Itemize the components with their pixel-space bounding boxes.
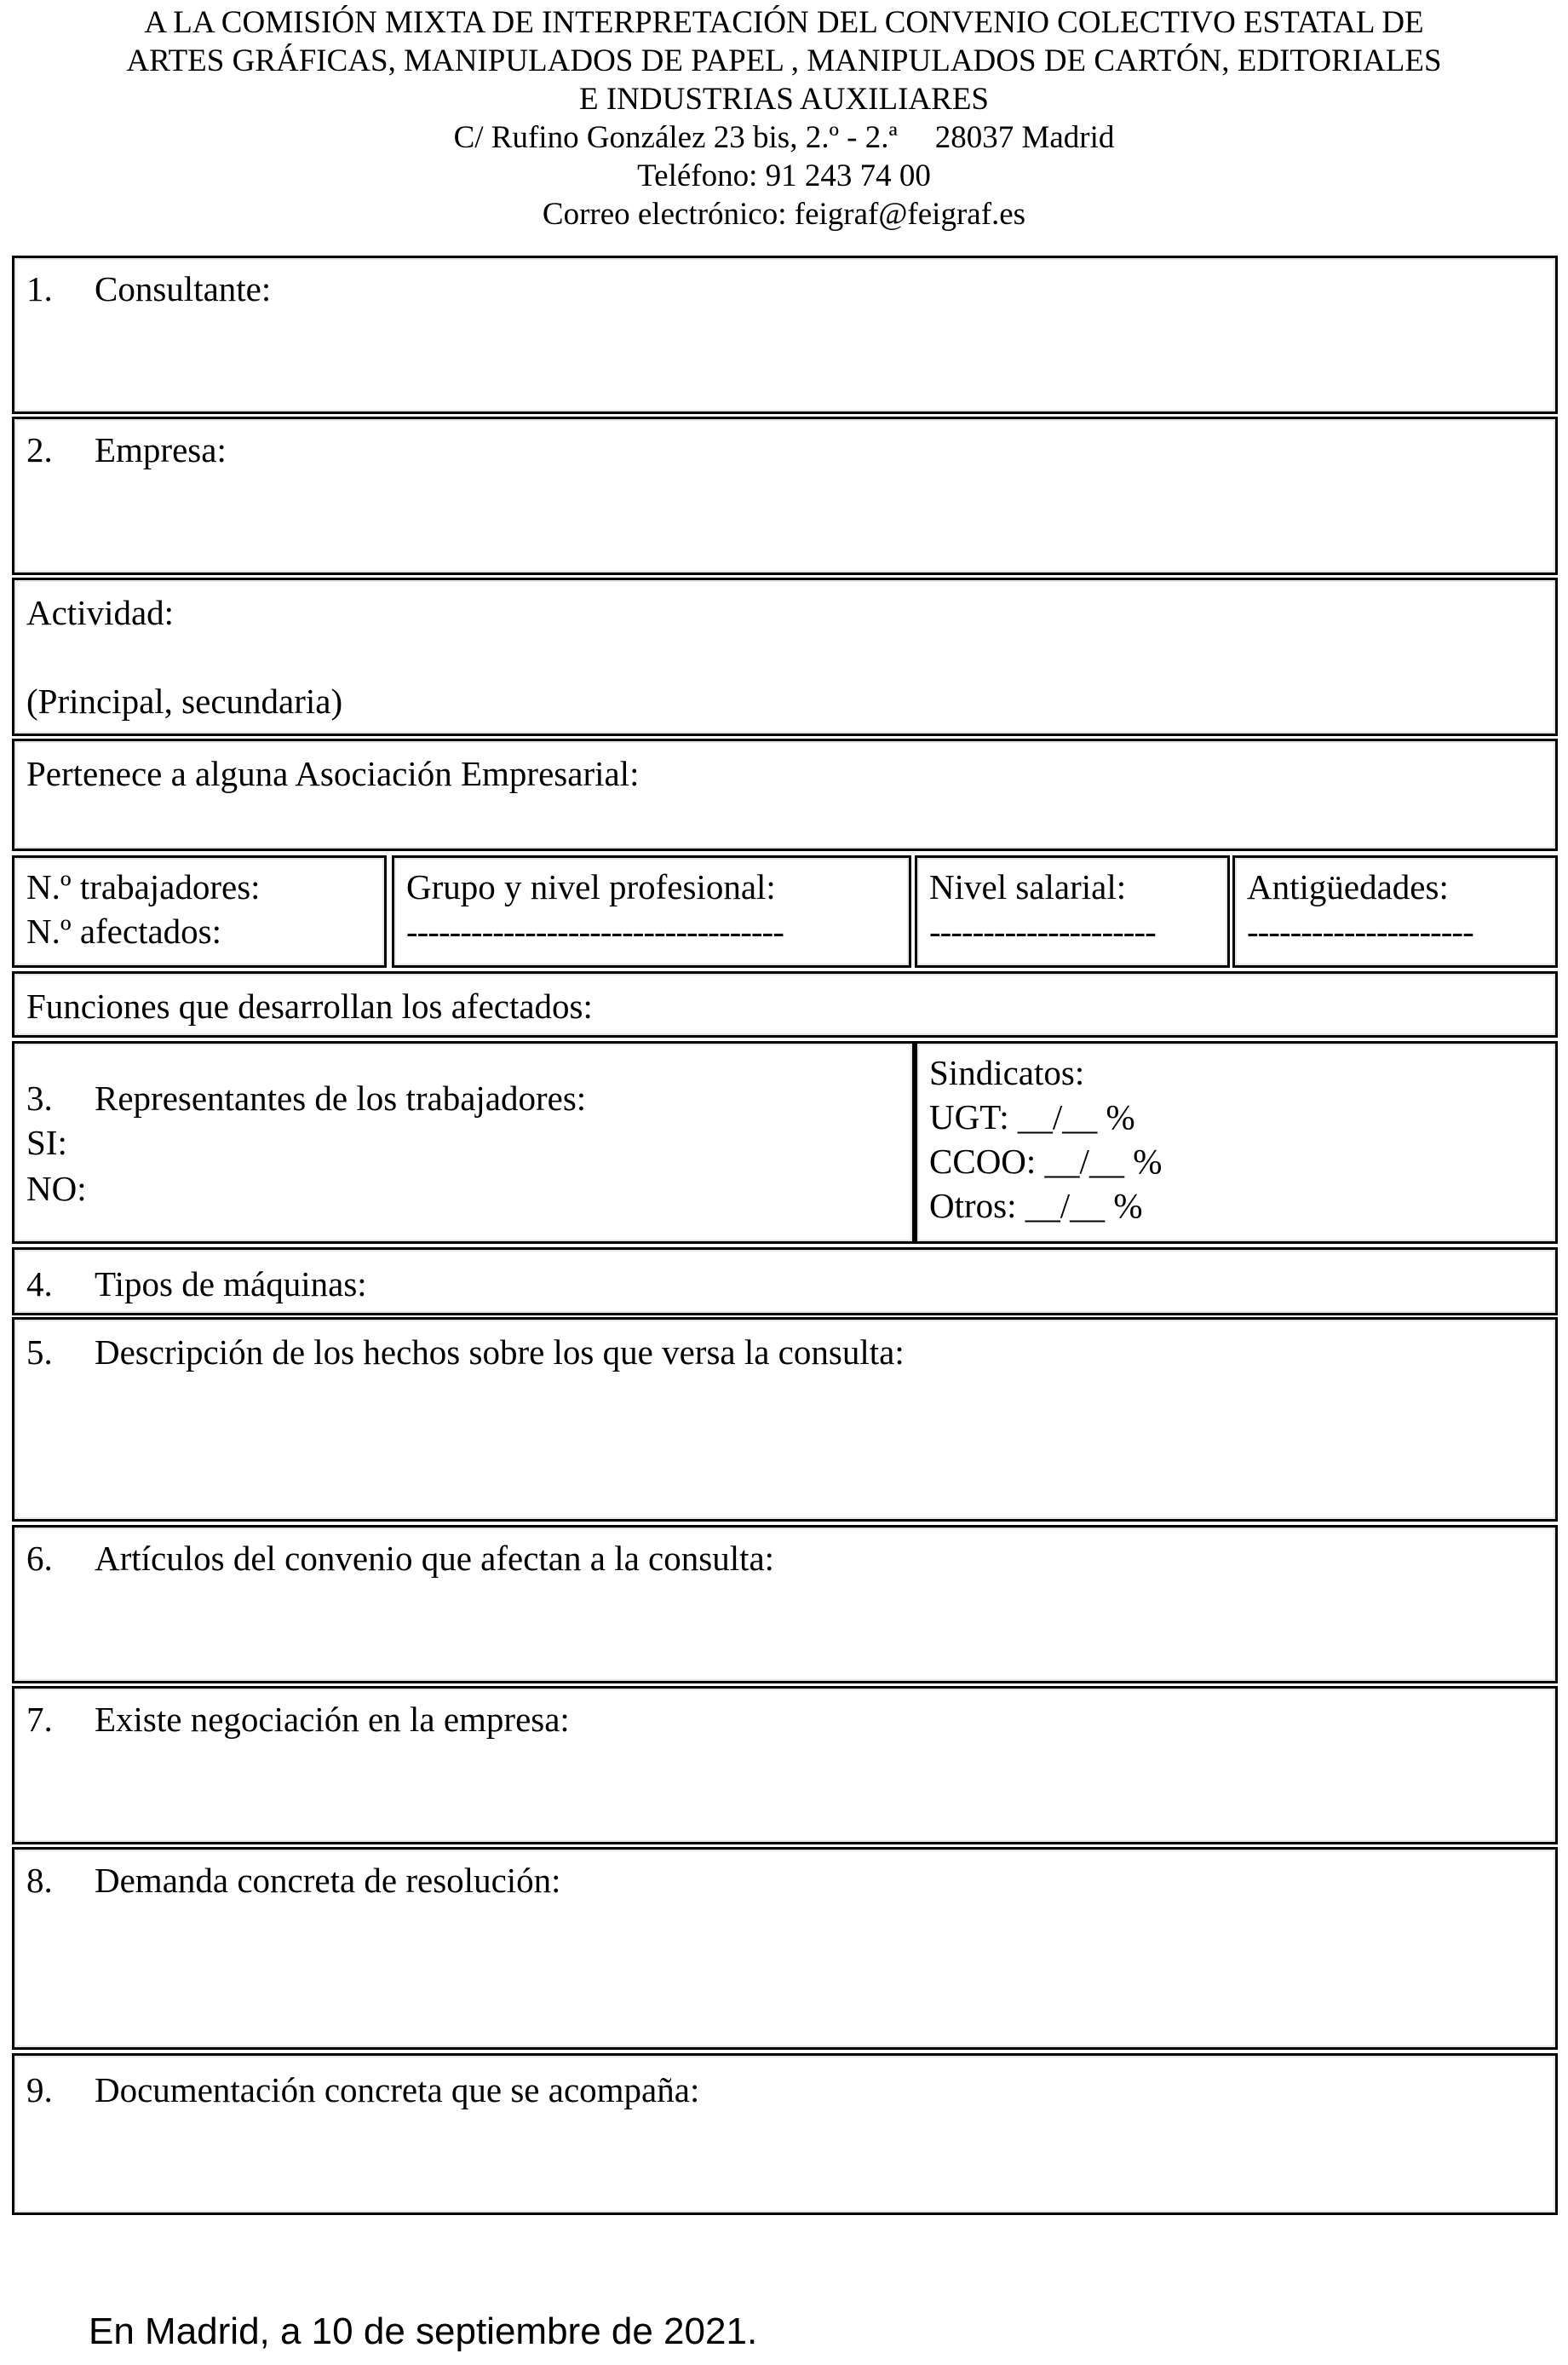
field-antiguedades[interactable] [1232,855,1558,968]
field-nivel-salarial[interactable] [915,855,1230,968]
header-phone: Teléfono: 91 243 74 00 [637,158,931,193]
documentacion-label: Documentación concreta que se acompaña: [95,2070,700,2109]
field-grupo-nivel[interactable] [392,855,911,968]
field-documentacion[interactable] [12,2053,1558,2215]
field-actividad[interactable] [12,578,1558,736]
demanda-label: Demanda concreta de resolución: [95,1861,561,1900]
consultante-number: 1. [26,269,53,308]
actividad-label: Actividad: [26,593,175,632]
field-sindicatos[interactable] [915,1041,1558,1244]
nivel-salarial-line: --------------------- [929,912,1156,951]
empresa-number: 2. [26,430,53,469]
field-representantes[interactable] [12,1041,915,1244]
nivel-salarial-label: Nivel salarial: [929,867,1127,906]
trabajadores-label: N.º trabajadores: [26,867,261,906]
representantes-no: NO: [26,1169,87,1208]
articulos-number: 6. [26,1539,53,1578]
field-maquinas[interactable] [12,1247,1558,1315]
negociacion-label: Existe negociación en la empresa: [95,1700,570,1739]
field-asociacion[interactable] [12,739,1558,851]
field-consultante[interactable] [12,256,1558,414]
representantes-label: Representantes de los trabajadores: [95,1079,587,1118]
header-address: C/ Rufino González 23 bis, 2.º - 2.ª [453,120,898,155]
field-negociacion[interactable] [12,1686,1558,1844]
header-line-1: A LA COMISIÓN MIXTA DE INTERPRETACIÓN DEL CONVENIO COLECTIVO ESTATAL DE [144,5,1424,40]
descripcion-number: 5. [26,1332,53,1372]
demanda-number: 8. [26,1861,53,1900]
sindicatos-otros: Otros: __/__ % [929,1186,1143,1225]
negociacion-number: 7. [26,1700,53,1739]
field-trabajadores[interactable] [12,855,387,968]
representantes-number: 3. [26,1079,53,1118]
descripcion-label: Descripción de los hechos sobre los que versa la consulta: [95,1332,905,1372]
antiguedades-line: --------------------- [1247,912,1473,951]
antiguedades-label: Antigüedades: [1247,867,1449,906]
afectados-label: N.º afectados: [26,912,222,951]
funciones-label: Funciones que desarrollan los afectados: [26,987,593,1026]
header-line-3: E INDUSTRIAS AUXILIARES [579,82,989,117]
actividad-hint: (Principal, secundaria) [26,682,343,721]
field-funciones[interactable] [12,971,1558,1038]
field-demanda[interactable] [12,1847,1558,2050]
field-descripcion[interactable] [12,1317,1558,1522]
maquinas-number: 4. [26,1264,53,1303]
grupo-label: Grupo y nivel profesional: [406,867,776,906]
representantes-si: SI: [26,1123,67,1162]
grupo-line: ----------------------------------- [406,912,784,951]
asociacion-label: Pertenece a alguna Asociación Empresarial: [26,754,640,793]
header-line-2: ARTES GRÁFICAS, MANIPULADOS DE PAPEL , MANIPULADOS DE CARTÓN, EDITORIALES [126,43,1442,78]
sindicatos-ugt: UGT: __/__ % [929,1097,1135,1136]
empresa-label: Empresa: [95,430,227,469]
consultante-label: Consultante: [95,269,272,308]
signature-date: En Madrid, a 10 de septiembre de 2021. [89,2310,758,2352]
header-postal: 28037 Madrid [934,120,1115,155]
header-address-line [0,118,1568,157]
field-articulos[interactable] [12,1525,1558,1683]
field-empresa[interactable] [12,417,1558,575]
document-header [0,3,1568,233]
articulos-label: Artículos del convenio que afectan a la consulta: [95,1539,775,1578]
sindicatos-ccoo: CCOO: __/__ % [929,1142,1163,1181]
maquinas-label: Tipos de máquinas: [95,1264,367,1303]
header-email: Correo electrónico: feigraf@feigraf.es [542,197,1026,232]
sindicatos-label: Sindicatos: [929,1053,1085,1092]
documentacion-number: 9. [26,2070,53,2109]
